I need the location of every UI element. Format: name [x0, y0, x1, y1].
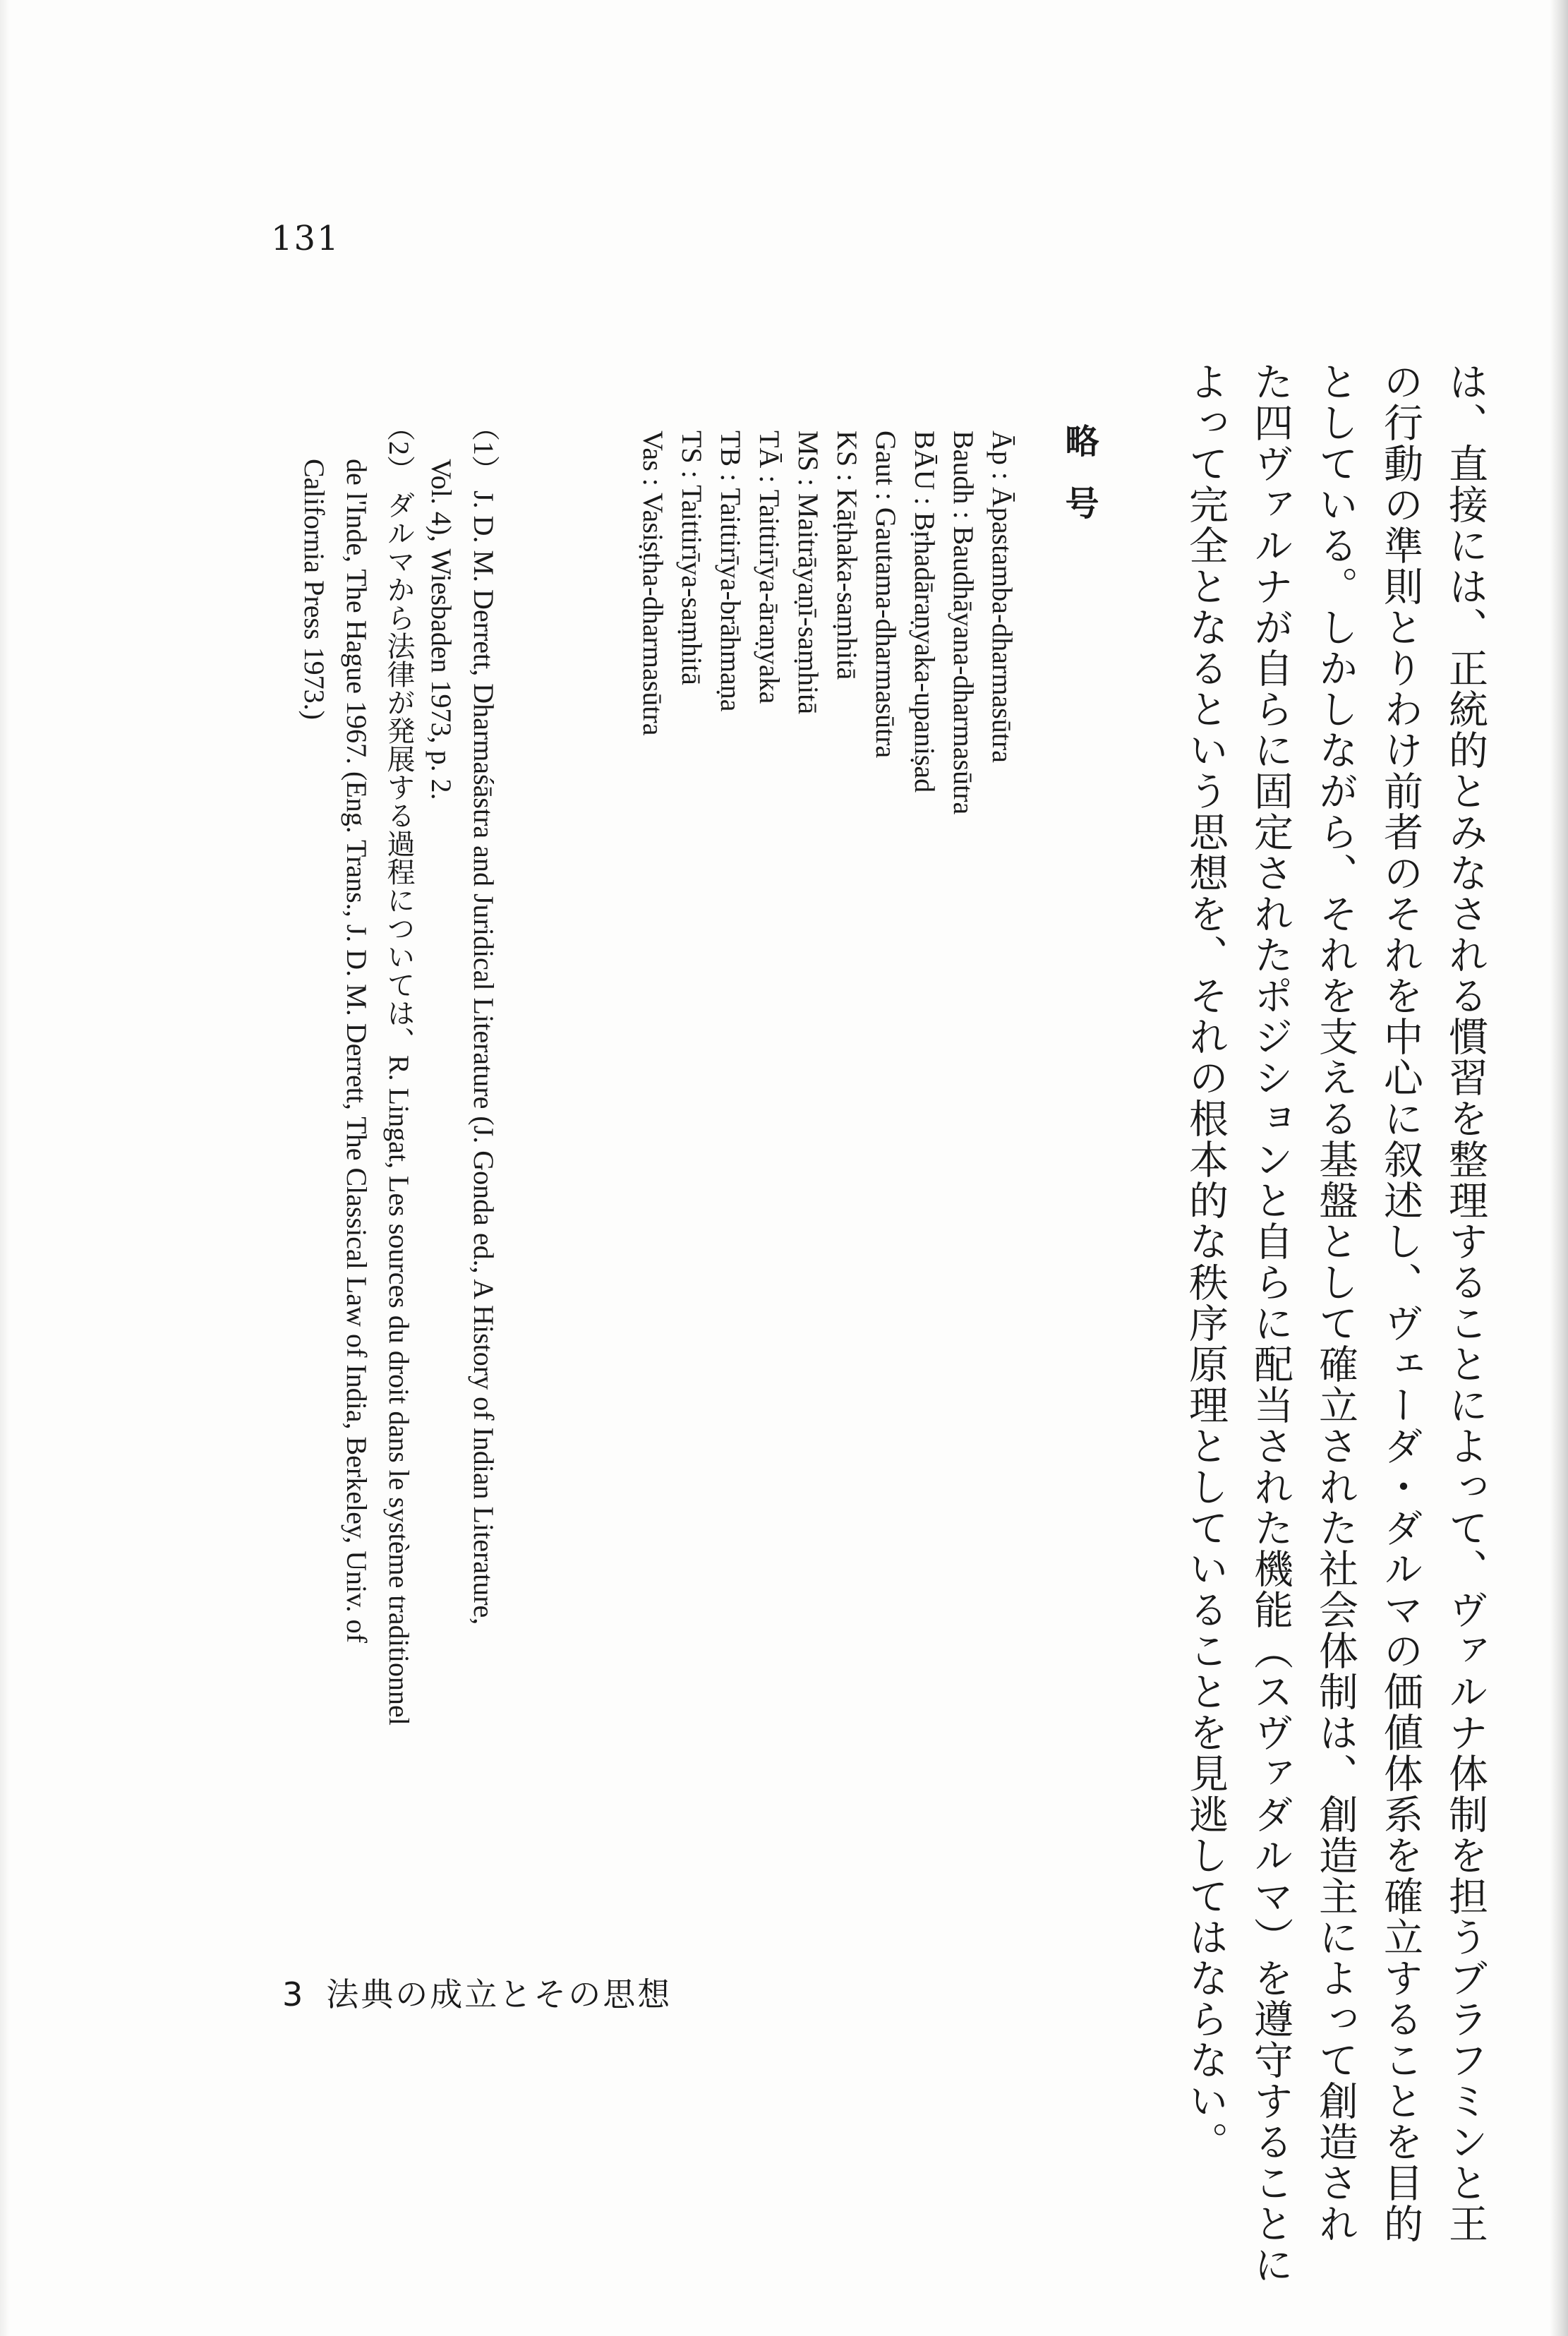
- note-line-4: de l'Inde, The Hague 1967. (Eng. Trans., J. D. M. Derrett, The Classical Law of India, Berkeley, Univ. of: [341, 459, 373, 1643]
- note-line-5: California Press 1973.): [298, 459, 330, 720]
- body-line-2: の行動の準則とりわけ前者のそれを中心に叙述し、ヴェーダ・ダルマの価値体系を確立することを目的: [1377, 361, 1423, 2244]
- abbreviation-item: Vas : Vasiṣṭha-dharmasūtra: [637, 431, 669, 736]
- note-line-3: （2） ダルマから法律が発展する過程については、R. Lingat, Les sources du droit dans le système traditionnel: [383, 413, 415, 1726]
- page-number: 131: [271, 219, 340, 258]
- abbreviation-item: BĀU : Bṛhadāraṇyaka-upaniṣad: [909, 431, 941, 793]
- chapter-footer: [282, 1969, 672, 2016]
- body-line-3: としている。しかしながら、それを支える基盤として確立された社会体制は、創造主によって創造され: [1313, 361, 1358, 2244]
- abbreviation-item: Gaut : Gautama-dharmasūtra: [870, 431, 902, 759]
- abbreviation-item: Āp : Āpastamba-dharmasūtra: [987, 431, 1018, 763]
- abbreviation-item: TS : Taittirīya-saṃhitā: [676, 431, 708, 685]
- note-line-2: Vol. 4), Wiesbaden 1973, p. 2.: [426, 459, 457, 800]
- abbreviation-item: Baudh : Baudhāyana-dharmasūtra: [948, 431, 979, 815]
- chapter-title: 法典の成立とその思想: [326, 1975, 673, 2013]
- body-line-1: は、直接には、正統的とみなされる慣習を整理することによって、ヴァルナ体制を担うブラフミンと王: [1442, 361, 1488, 2244]
- note-line-1: （1） J. D. M. Derrett, Dharmaśāstra and Juridical Literature (J. Gonda ed., A History of Indian Literature,: [468, 413, 500, 1625]
- body-line-5: よって完全となるという思想を、それの根本的な秩序原理としていることを見逃してはならない。: [1183, 361, 1229, 2162]
- abbreviation-item: TB : Taittirīya-brāhmaṇa: [715, 431, 747, 712]
- abbreviation-item: MS : Maitrāyaṇī-saṃhitā: [792, 431, 824, 715]
- scan-shadow-right: [1550, 0, 1568, 2336]
- abbreviation-item: TĀ : Taittirīya-āraṇyaka: [754, 431, 785, 704]
- chapter-number: 3: [282, 1975, 306, 2013]
- body-line-4: た四ヴァルナが自らに固定されたポジションと自らに配当された機能（スヴァダルマ）を遵守することに: [1248, 361, 1293, 2285]
- abbreviations-title: 略号: [1059, 423, 1099, 548]
- abbreviation-item: KS : Kāṭhaka-saṃhitā: [831, 431, 863, 680]
- scan-shadow-left: [0, 0, 10, 2336]
